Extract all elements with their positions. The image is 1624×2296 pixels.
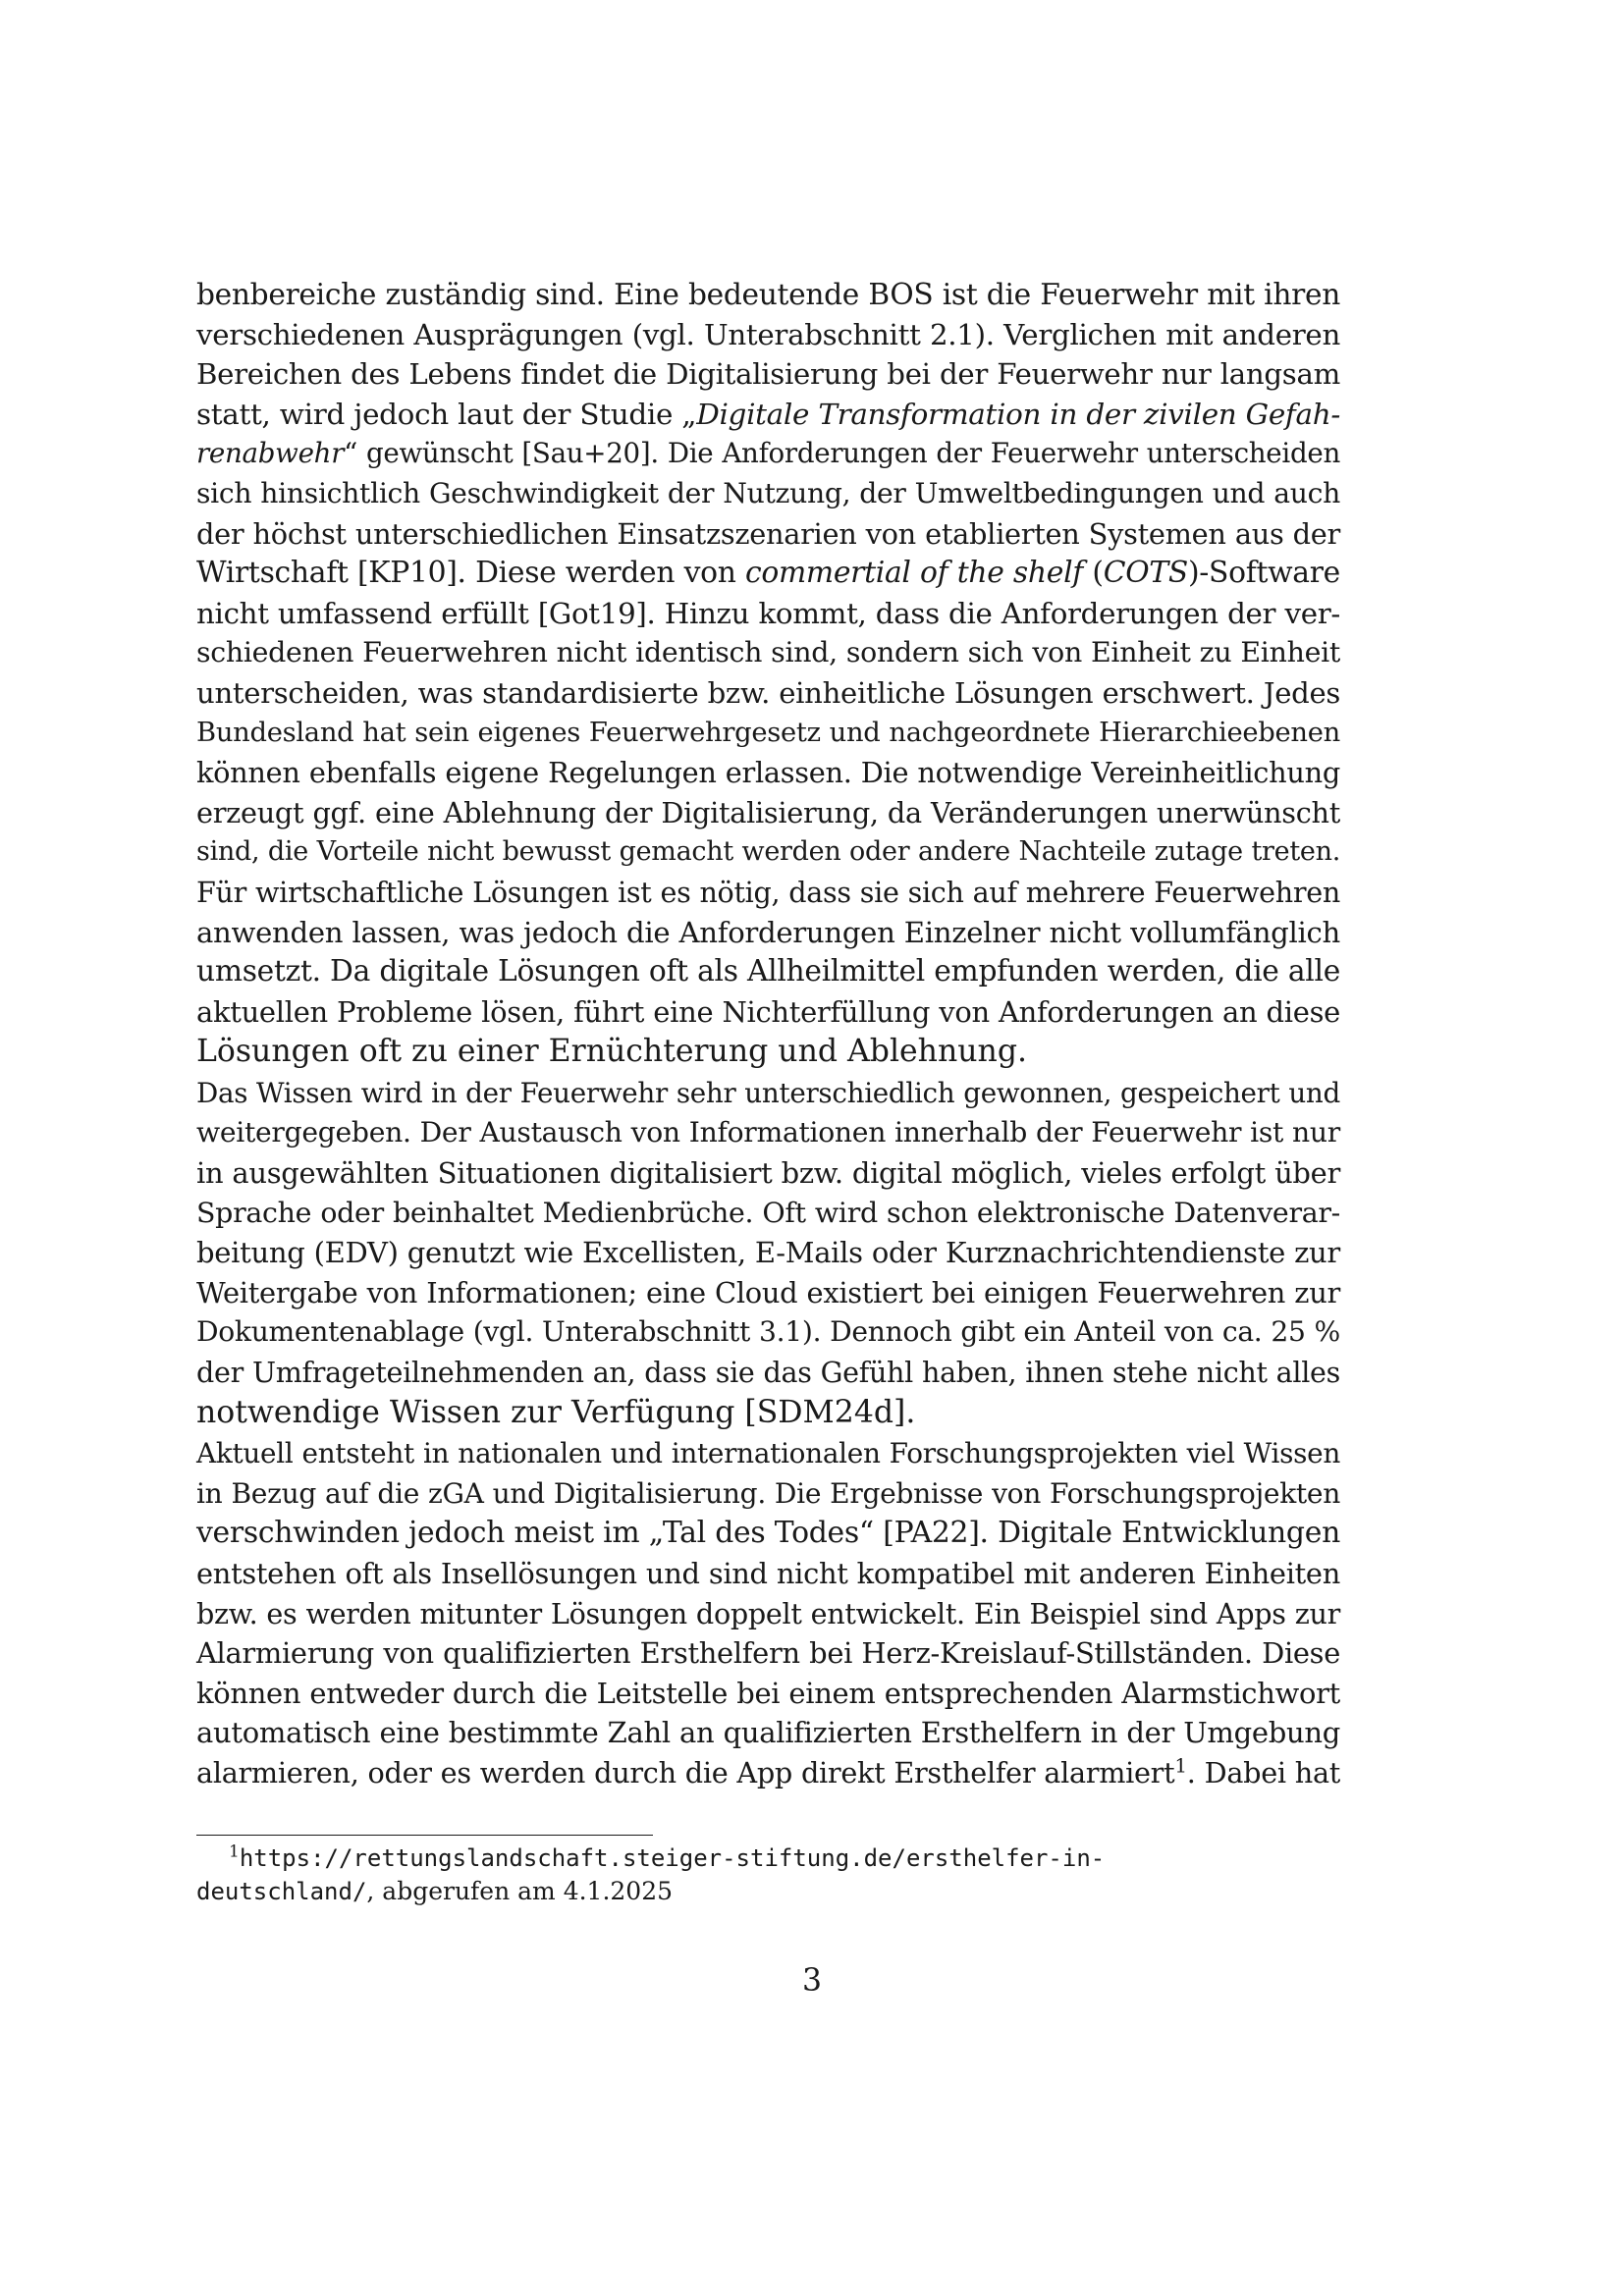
footnote-line-2 [196, 1875, 1340, 1908]
cots-term: commertial of the shelf [744, 556, 1084, 591]
text-line: Dokumentenablage (vgl. Unterabschnitt 3.1). Dennoch gibt ein Anteil von ca. 25 % [196, 1315, 1340, 1349]
text-line: in Bezug auf die zGA und Digitalisierung. Die Ergebnisse von Forschungsprojekten [196, 1476, 1340, 1510]
text-line: unterscheiden, was standardisierte bzw. einheitliche Lösungen erschwert. Jedes [196, 675, 1340, 710]
text-line: Sprache oder beinhaltet Medienbrüche. Oft wird schon elektronische Datenverar- [196, 1196, 1340, 1229]
paragraph-2 [196, 1074, 1340, 1432]
text-line: können entweder durch die Leitstelle bei einem entsprechenden Alarmstichwort [196, 1676, 1340, 1710]
text-line: weitergegeben. Der Austausch von Informationen innerhalb der Feuerwehr ist nur [196, 1116, 1340, 1149]
text-line: nicht umfassend erfüllt [Got19]. Hinzu kommt, dass die Anforderungen der ver- [196, 596, 1340, 630]
text-line: automatisch eine bestimmte Zahl an qualifizierten Ersthelfern in der Umgebung [196, 1716, 1340, 1750]
text-line: verschwinden jedoch meist im „Tal des Todes“ [PA22]. Digitale Entwicklungen [196, 1516, 1340, 1551]
body-text [196, 275, 1340, 1793]
footnote-access-date: , abgerufen am 4.1.2025 [366, 1877, 674, 1905]
text-line: Weitergabe von Informationen; eine Cloud existiert bei einigen Feuerwehren zur [196, 1275, 1340, 1309]
text-line: können ebenfalls eigene Regelungen erlassen. Die notwendige Vereinheitlichung [196, 756, 1340, 790]
footnote-url[interactable]: https://rettungslandschaft.steiger-stiftung.de/ersthelfer-in- [239, 1844, 1106, 1872]
text-line: Für wirtschaftliche Lösungen ist es nötig, dass sie sich auf mehrere Feuerwehren [196, 875, 1340, 909]
text-line: sich hinsichtlich Geschwindigkeit der Nutzung, der Umweltbedingungen und auch [196, 476, 1340, 509]
text-line: Wirtschaft [KP10]. Diese werden von commertial of the shelf (COTS)-Software [196, 556, 1340, 591]
text-line: Bereichen des Lebens findet die Digitalisierung bei der Feuerwehr nur langsam [196, 357, 1340, 392]
text-line: bzw. es werden mitunter Lösungen doppelt entwickelt. Ein Beispiel sind Apps zur [196, 1596, 1340, 1630]
text-line: benbereiche zuständig sind. Eine bedeutende BOS ist die Feuerwehr mit ihren [196, 277, 1340, 311]
footnote [196, 1842, 1340, 1908]
text-line: schiedenen Feuerwehren nicht identisch sind, sondern sich von Einheit zu Einheit [196, 636, 1340, 669]
text-line: Bundesland hat sein eigenes Feuerwehrgesetz und nachgeordnete Hierarchieebenen [196, 717, 1340, 748]
text-line: der höchst unterschiedlichen Einsatzszenarien von etablierten Systemen aus der [196, 516, 1340, 551]
text-line: Lösungen oft zu einer Ernüchterung und Ablehnung. [196, 1034, 1028, 1070]
text-line: anwenden lassen, was jedoch die Anforderungen Einzelner nicht vollumfänglich [196, 915, 1340, 949]
text-line: Aktuell entsteht in nationalen und internationalen Forschungsprojekten viel Wissen [196, 1437, 1340, 1470]
cots-abbr: COTS [1103, 556, 1188, 591]
study-title: Digitale Transformation in der zivilen Gefah- [696, 397, 1340, 431]
text-line: renabwehr“ gewünscht [Sau+20]. Die Anforderungen der Feuerwehr unterscheiden [196, 437, 1340, 470]
footnote-line-1 [196, 1842, 1340, 1875]
page-number: 3 [801, 1963, 823, 1999]
text-line: entstehen oft als Insellösungen und sind nicht kompatibel mit anderen Einheiten [196, 1557, 1340, 1590]
text-line: in ausgewählten Situationen digitalisiert bzw. digital möglich, vieles erfolgt über [196, 1156, 1340, 1191]
text-line: beitung (EDV) genutzt wie Excellisten, E-Mails oder Kurznachrichtendienste zur [196, 1236, 1340, 1270]
text-line: erzeugt ggf. eine Ablehnung der Digitalisierung, da Veränderungen unerwünscht [196, 795, 1340, 829]
text-line: notwendige Wissen zur Verfügung [SDM24d]. [196, 1394, 916, 1430]
footnote-mark: 1 [229, 1842, 240, 1862]
text-line: Alarmierung von qualifizierten Ersthelfern bei Herz-Kreislauf-Stillständen. Diese [196, 1636, 1340, 1671]
paragraph-1 [196, 275, 1340, 1072]
text-line: umsetzt. Da digitale Lösungen oft als Allheilmittel empfunden werden, die alle [196, 954, 1340, 989]
text-line: verschiedenen Ausprägungen (vgl. Unterabschnitt 2.1). Verglichen mit anderen [196, 317, 1340, 351]
text-line: Das Wissen wird in der Feuerwehr sehr unterschiedlich gewonnen, gespeichert und [196, 1076, 1340, 1109]
footnote-divider [196, 1835, 653, 1836]
text-line: statt, wird jedoch laut der Studie „Digitale Transformation in der zivilen Gefah- [196, 397, 1340, 431]
footnote-ref[interactable]: 1 [1174, 1753, 1187, 1778]
footnote-url-cont[interactable]: deutschland/ [196, 1878, 367, 1905]
text-line: alarmieren, oder es werden durch die App direkt Ersthelfer alarmiert$^1$. Dabei hat [196, 1753, 1340, 1789]
text-line: der Umfrageteilnehmenden an, dass sie das Gefühl haben, ihnen stehe nicht alles [196, 1356, 1340, 1390]
paragraph-3 [196, 1434, 1340, 1792]
text-line: sind, die Vorteile nicht bewusst gemacht werden oder andere Nachteile zutage treten. [196, 836, 1340, 868]
study-title-cont: renabwehr [196, 437, 345, 470]
text-line: aktuellen Probleme lösen, führt eine Nichterfüllung von Anforderungen an diese [196, 994, 1340, 1029]
